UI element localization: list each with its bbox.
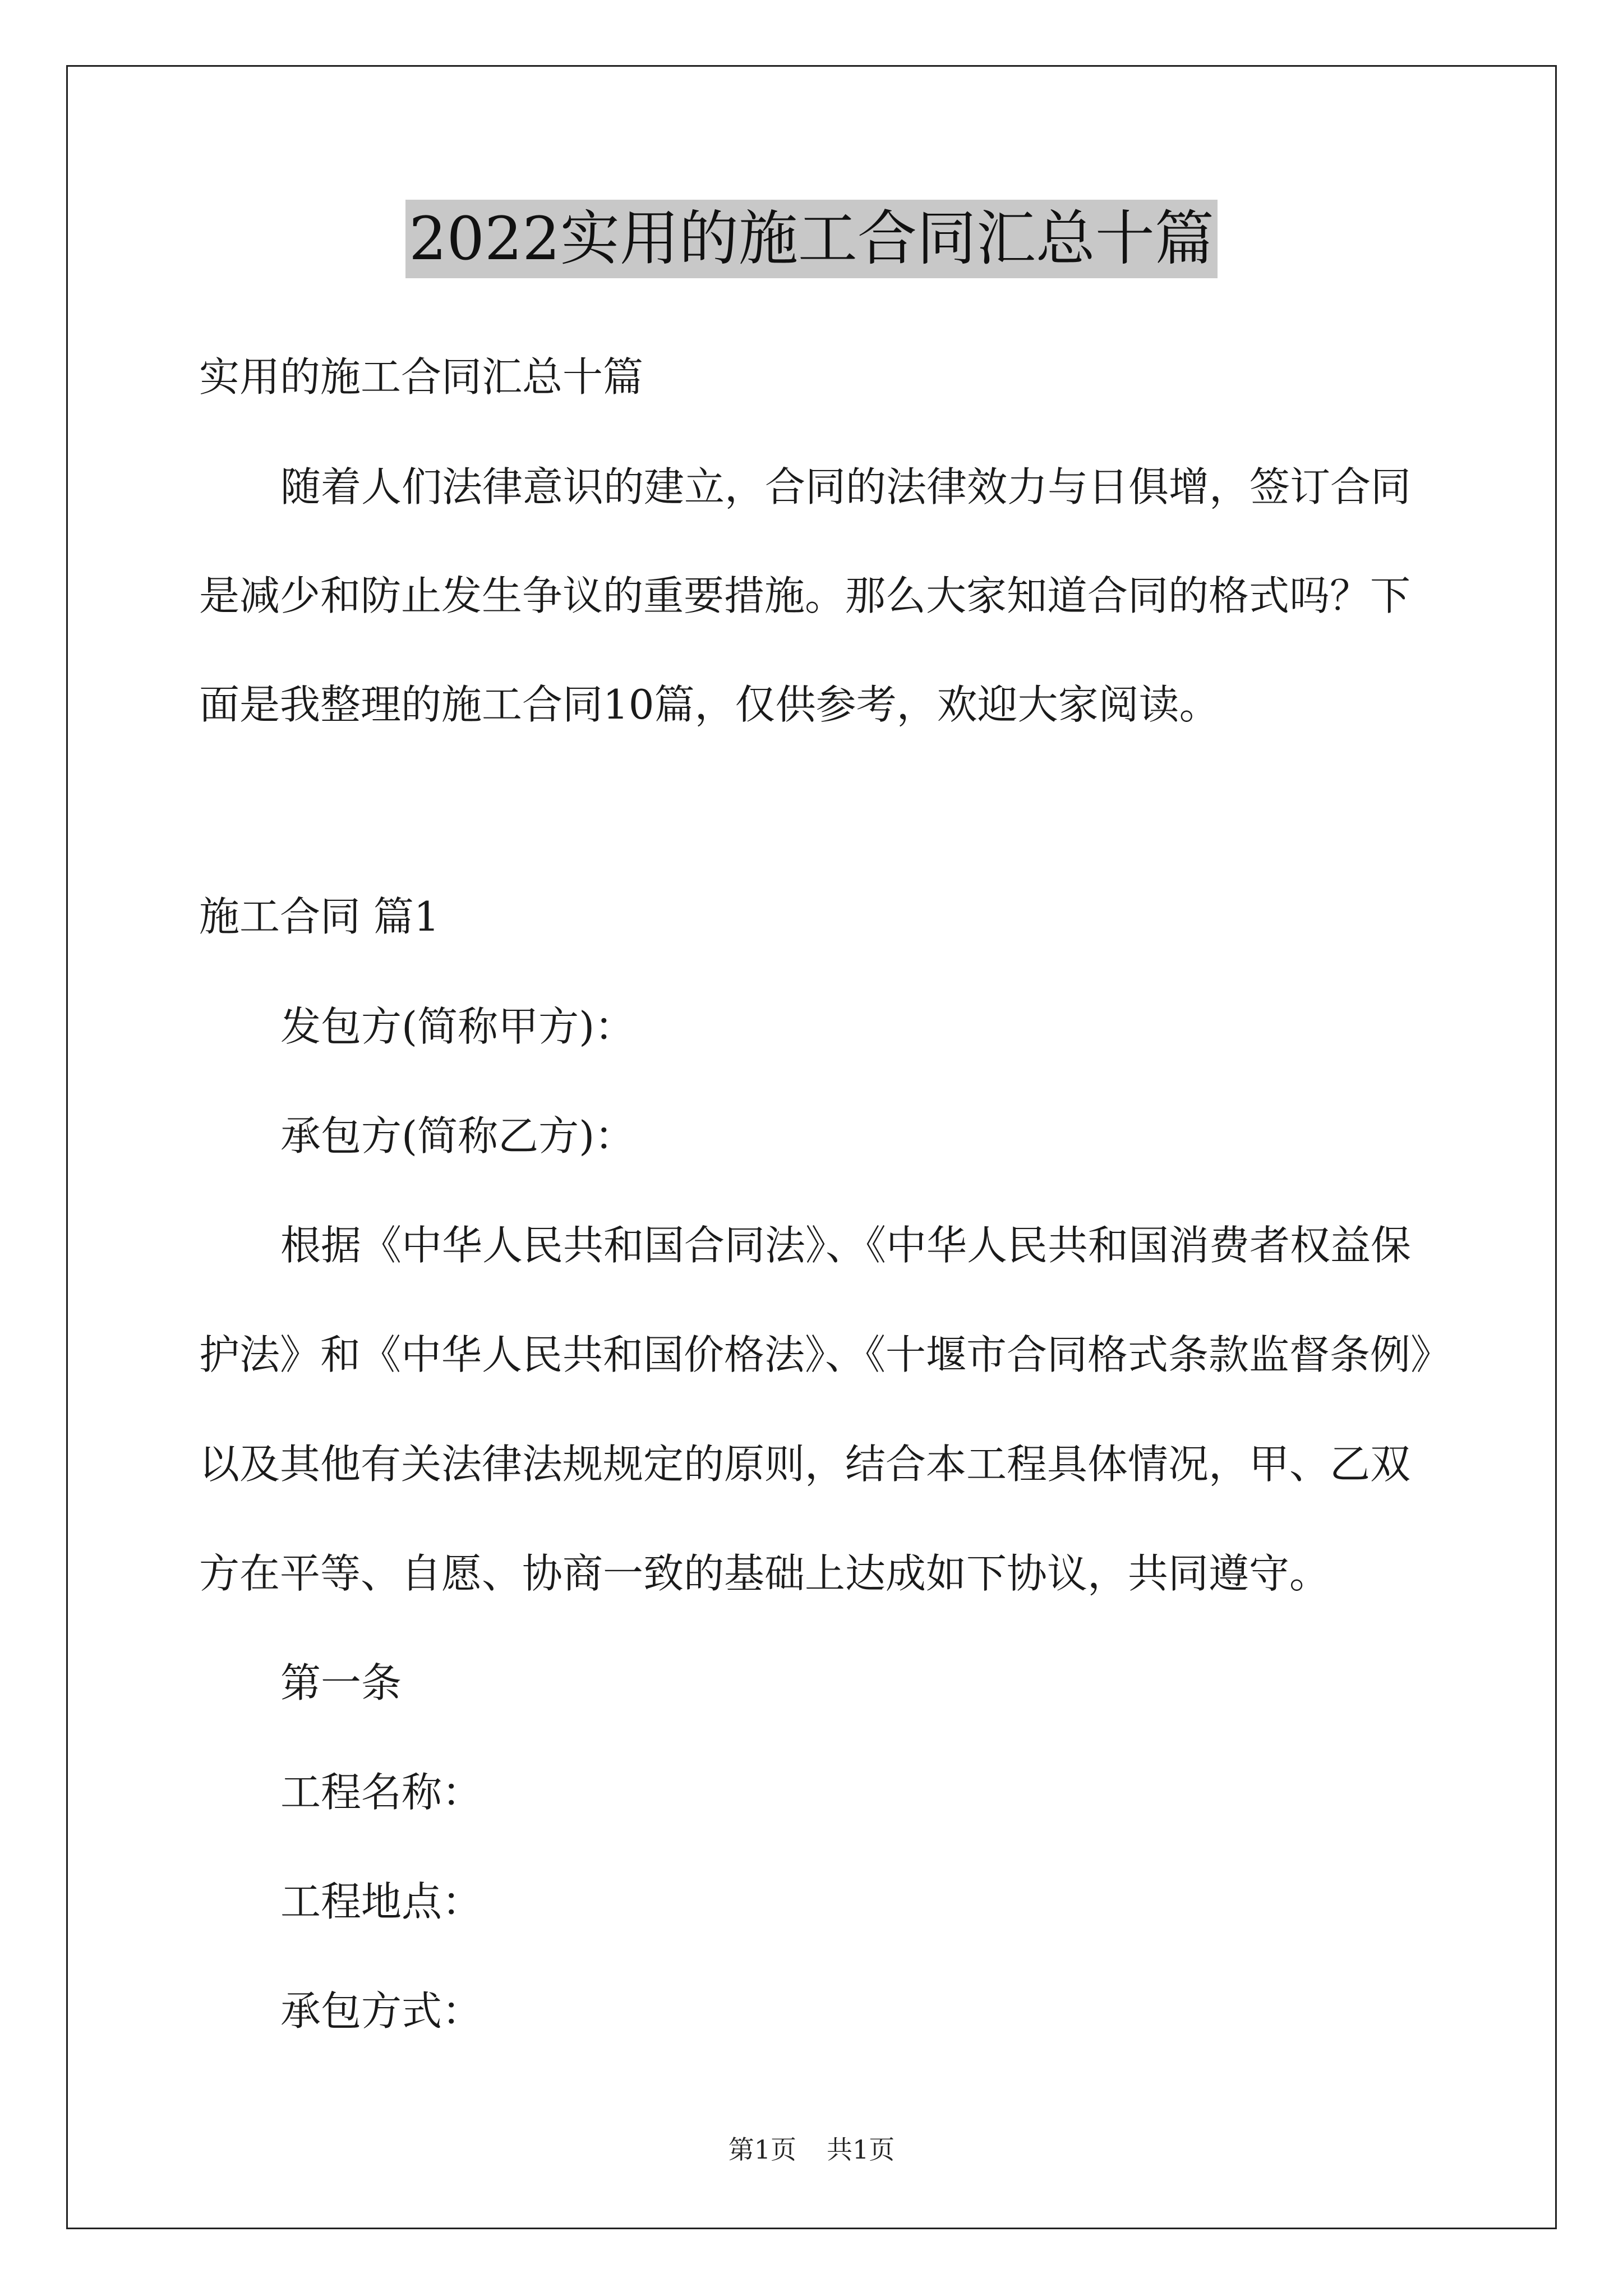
paragraph-line: 根据《中华人民共和国合同法》、《中华人民共和国消费者权益保 xyxy=(280,1222,1412,1269)
paragraph-line: 发包方(简称甲方)： xyxy=(280,1003,635,1050)
paragraph-line: 护法》和《中华人民共和国价格法》、《十堰市合同格式条款监督条例》 xyxy=(199,1331,1451,1378)
paragraph-line: 面是我整理的施工合同10篇，仅供参考，欢迎大家阅读。 xyxy=(199,681,1220,728)
paragraph-line: 随着人们法律意识的建立，合同的法律效力与日俱增，签订合同 xyxy=(280,463,1412,510)
document-title: 2022实用的施工合同汇总十篇 xyxy=(405,200,1218,278)
paragraph-line: 以及其他有关法律法规规定的原则，结合本工程具体情况，甲、乙双 xyxy=(199,1441,1411,1488)
field-label: 工程地点： xyxy=(280,1878,483,1925)
paragraph-line: 方在平等、自愿、协商一致的基础上达成如下协议，共同遵守。 xyxy=(199,1550,1330,1597)
paragraph-line: 是减少和防止发生争议的重要措施。那么大家知道合同的格式吗？下 xyxy=(199,572,1411,619)
title-container xyxy=(0,200,1623,278)
paragraph-line: 承包方(简称乙方)： xyxy=(280,1112,635,1159)
page-current: 第1页 xyxy=(728,2134,796,2165)
article-heading: 第一条 xyxy=(280,1659,402,1706)
field-label: 工程名称： xyxy=(280,1769,483,1816)
page-footer xyxy=(0,2133,1623,2166)
page-total: 共1页 xyxy=(827,2134,895,2165)
field-label: 承包方式： xyxy=(280,1987,483,2035)
section-heading: 施工合同 篇1 xyxy=(199,893,440,940)
subtitle-line: 实用的施工合同汇总十篇 xyxy=(199,353,644,401)
